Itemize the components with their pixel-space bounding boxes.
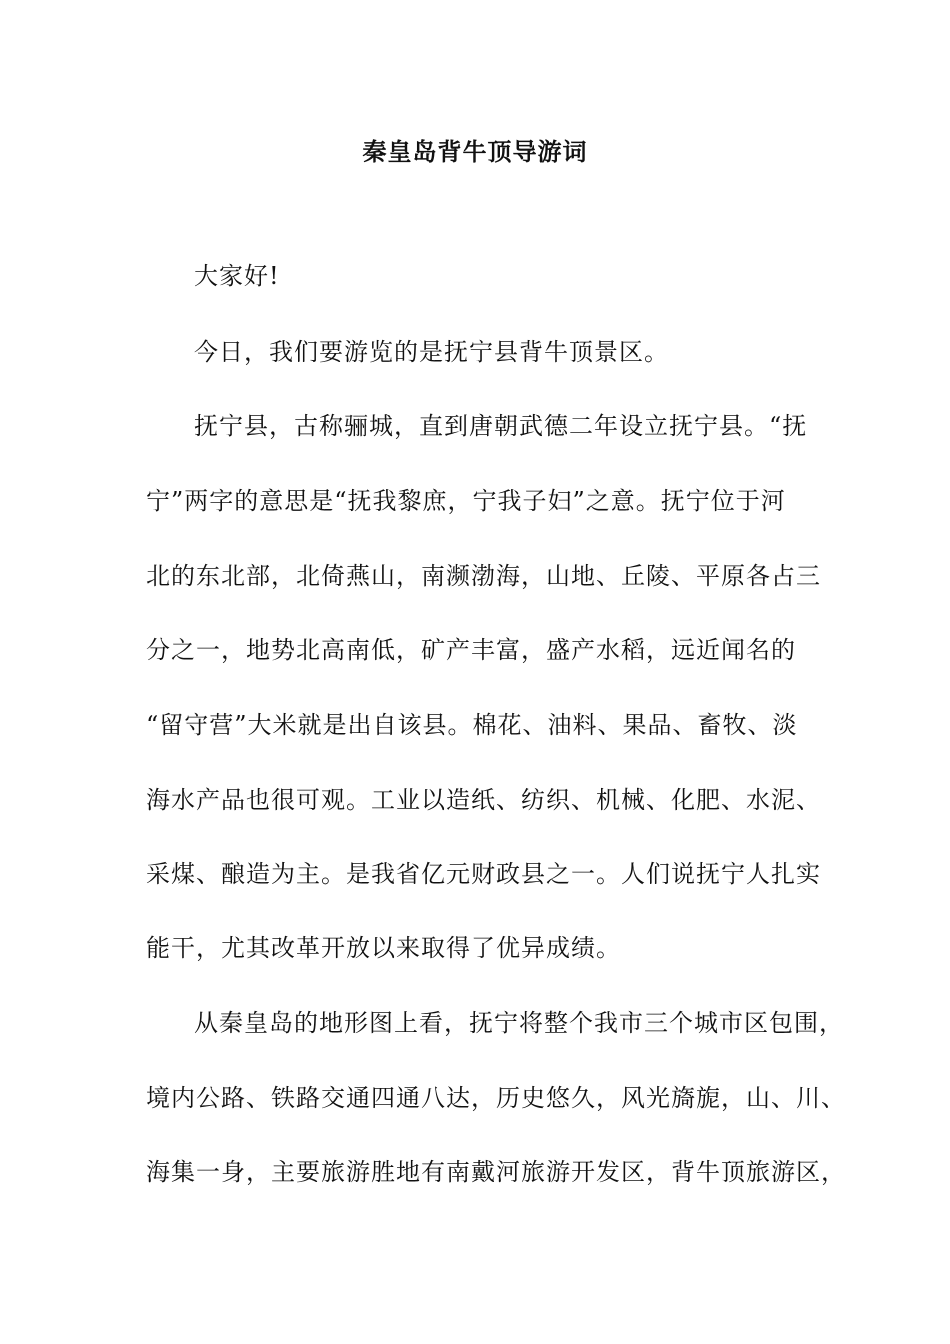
paragraph-line: 宁”两字的意思是“抚我黎庶，宁我子妇”之意。抚宁位于河 [146, 487, 786, 515]
paragraph-line: 抚宁县，古称骊城，直到唐朝武德二年设立抚宁县。“抚 [194, 412, 808, 440]
paragraph-line: 海集一身，主要旅游胜地有南戴河旅游开发区，背牛顶旅游区， [146, 1158, 846, 1186]
paragraph-line: 大家好! [194, 262, 280, 290]
paragraph-line: 采煤、酿造为主。是我省亿元财政县之一。人们说抚宁人扎实 [146, 860, 821, 888]
paragraph-line: 分之一，地势北高南低，矿产丰富，盛产水稻，远近闻名的 [146, 636, 796, 664]
paragraph-line: 境内公路、铁路交通四通八达，历史悠久，风光旖旎，山、川、 [146, 1084, 846, 1112]
paragraph-line: 能干，尤其改革开放以来取得了优异成绩。 [146, 934, 621, 962]
paragraph-line: 今日，我们要游览的是抚宁县背牛顶景区。 [194, 338, 669, 366]
paragraph-line: 海水产品也很可观。工业以造纸、纺织、机械、化肥、水泥、 [146, 786, 821, 814]
paragraph-line: 从秦皇岛的地形图上看，抚宁将整个我市三个城市区包围， [194, 1009, 844, 1037]
paragraph-line: 北的东北部，北倚燕山，南濒渤海，山地、丘陵、平原各占三 [146, 562, 821, 590]
document-title: 秦皇岛背牛顶导游词 [362, 137, 588, 166]
paragraph-line: “留守营”大米就是出自该县。棉花、油料、果品、畜牧、淡 [146, 711, 798, 739]
